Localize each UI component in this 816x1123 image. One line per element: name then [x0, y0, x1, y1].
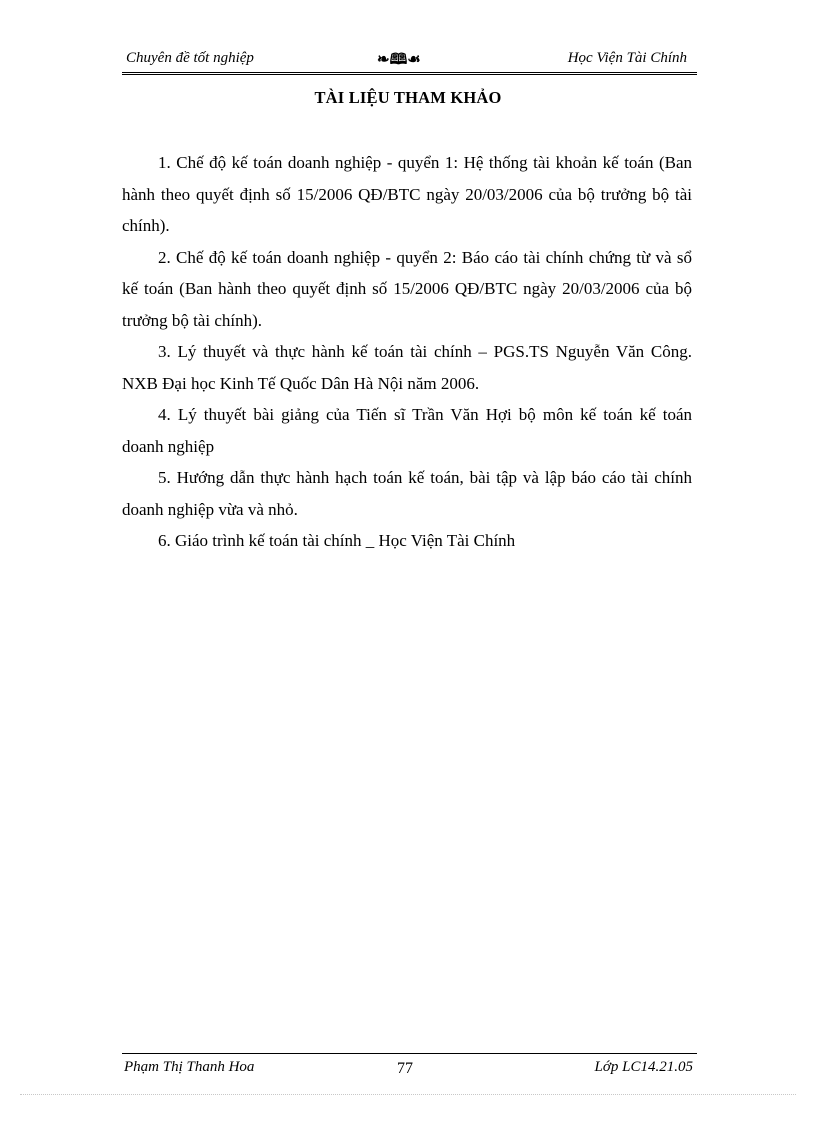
reference-item: 4. Lý thuyết bài giảng của Tiến sĩ Trần Văn Hợi bộ môn kế toán kế toán doanh nghiệp — [122, 405, 692, 456]
reference-item: 3. Lý thuyết và thực hành kế toán tài chính – PGS.TS Nguyễn Văn Công. NXB Đại học Kinh Tế Quốc Dân Hà Nội năm 2006. — [122, 342, 692, 393]
page-footer — [122, 1053, 697, 1082]
page-bottom-divider — [20, 1094, 796, 1095]
reference-item: 2. Chế độ kế toán doanh nghiệp - quyển 2: Báo cáo tài chính chứng từ và sổ kế toán (Ban hành theo quyết định số 15/2006 QĐ/BTC ngày 20/03/2006 của bộ trưởng bộ tài chính). — [122, 247, 692, 330]
reference-item: 1. Chế độ kế toán doanh nghiệp - quyển 1: Hệ thống tài khoản kế toán (Ban hành theo quyết định số 15/2006 QĐ/BTC ngày 20/03/2006 của bộ trưởng bộ tài chính). — [122, 153, 692, 235]
page-title: TÀI LIỆU THAM KHẢO — [314, 88, 502, 107]
header-document-type: Chuyên đề tốt nghiệp — [126, 50, 254, 66]
page-header — [122, 46, 697, 75]
footer-page-number: 77 — [397, 1060, 413, 1077]
header-book-ornament-icon: ❧🕮☙ — [377, 52, 421, 68]
reference-list — [122, 147, 692, 557]
footer-author: Phạm Thị Thanh Hoa — [124, 1059, 255, 1075]
reference-item: 6. Giáo trình kế toán tài chính _ Học Viện Tài Chính — [158, 531, 516, 550]
footer-class: Lớp LC14.21.05 — [594, 1059, 693, 1075]
reference-item: 5. Hướng dẫn thực hành hạch toán kế toán, bài tập và lập báo cáo tài chính doanh nghiệp vừa và nhỏ. — [122, 468, 692, 519]
header-institution: Học Viện Tài Chính — [567, 50, 687, 66]
